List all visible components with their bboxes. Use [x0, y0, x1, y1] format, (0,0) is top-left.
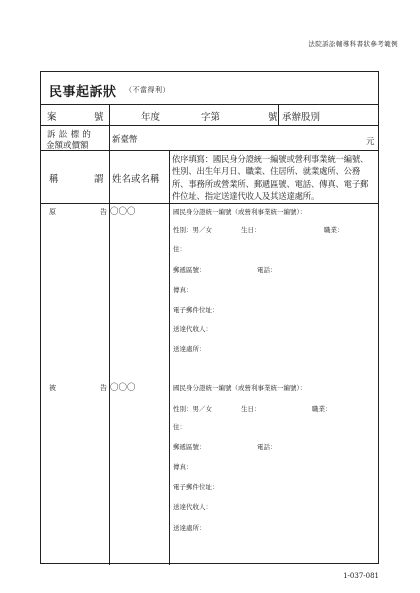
plaintiff-fax-field: 傳真：: [173, 286, 193, 294]
rule-title-bottom: [41, 104, 378, 105]
defendant-gender-field: 性別：男／女: [173, 405, 212, 413]
amount-label-line2: 金額或價額: [46, 141, 89, 151]
defendant-email-field: 電子郵件位址：: [173, 483, 219, 491]
defendant-agent-address-field: 送達處所：: [173, 524, 206, 532]
amount-label-line1: 訴 訟 標 的: [47, 130, 92, 140]
plaintiff-phone-field: 電話：: [257, 266, 277, 274]
rule-case-division: [278, 104, 279, 125]
plaintiff-gender-field: 性別：男／女: [173, 226, 212, 234]
plaintiff-label-b: 告: [100, 208, 107, 216]
case-division: 承辦股別: [282, 112, 321, 123]
complaint-form: [40, 71, 379, 564]
plaintiff-label-a: 原: [49, 208, 56, 216]
case-word: 字第: [201, 112, 221, 123]
party-instruction: 依序填寫：國民身分證統一編號或營利事業統一編號、性別、出生年月日、職業、住居所、就業處所、公務所、事務所或營業所、郵遞區號、電話、傳真、電子郵件位址、指定送達代收人及其送達處所。: [172, 154, 369, 201]
form-reference-note: 法院訴訟輔導科書狀參考範例: [308, 40, 398, 48]
defendant-id-field: 國民身分證統一編號（或營利事業統一編號）：: [173, 384, 307, 392]
rule-detail-column: [169, 150, 170, 565]
case-label-b: 號: [94, 112, 104, 123]
plaintiff-job-field: 職業：: [324, 226, 344, 234]
plaintiff-agent-field: 送達代收人：: [173, 325, 212, 333]
form-subtitle: （不當得利）: [125, 86, 170, 94]
party-label-a: 稱: [49, 174, 59, 185]
amount-unit: 元: [366, 137, 375, 147]
amount-currency: 新臺幣: [112, 135, 138, 145]
rule-amount-bottom: [41, 150, 378, 151]
plaintiff-agent-address-field: 送達處所：: [173, 345, 206, 353]
plaintiff-postal-field: 郵遞區號：: [173, 266, 206, 274]
form-title: 民事起訴狀: [49, 85, 117, 100]
defendant-label-b: 告: [100, 384, 107, 392]
case-label-a: 案: [47, 112, 57, 123]
defendant-postal-field: 郵遞區號：: [173, 443, 206, 451]
plaintiff-address-field: 住：: [173, 245, 186, 253]
defendant-phone-field: 電話：: [257, 443, 277, 451]
defendant-agent-field: 送達代收人：: [173, 503, 212, 511]
page-code: 1-037-081: [343, 572, 379, 580]
rule-party-header-bottom: [41, 203, 378, 204]
rule-case-bottom: [41, 125, 378, 126]
case-year: 年度: [141, 112, 161, 123]
plaintiff-birth-field: 生日：: [241, 226, 261, 234]
plaintiff-name: 〇〇〇: [110, 207, 136, 217]
defendant-name: 〇〇〇: [110, 383, 136, 393]
defendant-label-a: 被: [49, 384, 56, 392]
party-name-label: 姓名或名稱: [112, 174, 160, 185]
plaintiff-id-field: 國民身分證統一編號（或營利事業統一編號）：: [173, 208, 307, 216]
plaintiff-email-field: 電子郵件位址：: [173, 306, 219, 314]
defendant-job-field: 職業：: [312, 405, 332, 413]
party-label-b: 謂: [94, 174, 104, 185]
case-number: 號: [268, 112, 278, 123]
rule-label-column: [109, 104, 110, 565]
defendant-address-field: 住：: [173, 423, 186, 431]
defendant-fax-field: 傳真：: [173, 463, 193, 471]
defendant-birth-field: 生日：: [241, 405, 261, 413]
